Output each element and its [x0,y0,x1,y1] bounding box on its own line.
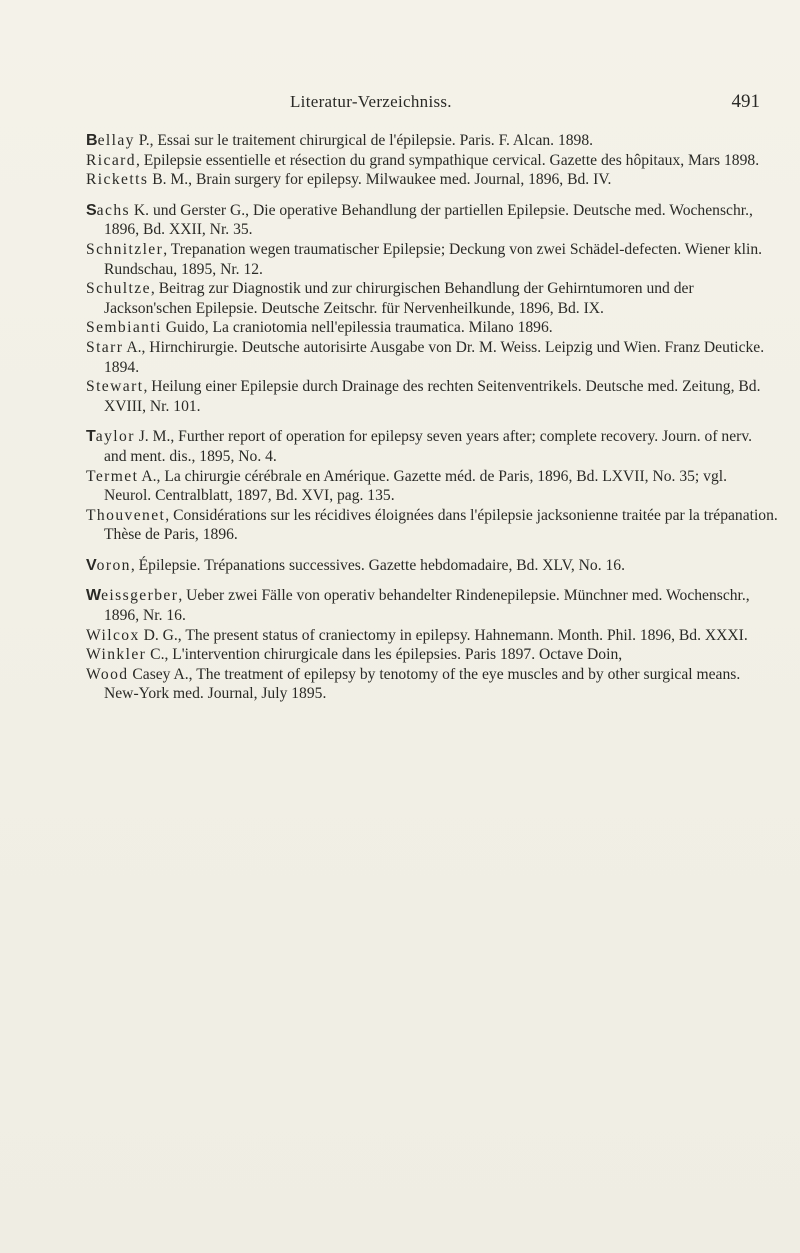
entry-author [86,378,143,395]
entry-text: Guido, La craniotomia nell'epilessia traumatica. Milano 1896. [161,319,553,337]
entry-author [86,339,123,356]
letter-section [86,131,778,190]
entry-author [86,171,148,188]
entry-text: C., L'intervention chirurgicale dans les épilepsies. Paris 1897. Octave Doin, [146,646,623,664]
author-name: Schnitzler [86,240,164,258]
bibliography [86,131,778,704]
entry-text: , Considérations sur les récidives éloignées dans l'épilepsie jacksonienne traitée par la trépanation. Thèse de Paris, 1896. [104,506,778,544]
bibliography-entry [86,279,778,318]
author-name: Schultze [86,280,151,298]
bibliography-entry [86,377,778,416]
bibliography-entry [86,665,778,704]
bibliography-entry [86,467,778,506]
entry-text: B. M., Brain surgery for epilepsy. Milwaukee med. Journal, 1896, Bd. IV. [148,171,612,189]
author-name: aylor [95,428,135,446]
entry-text: P., Essai sur le traitement chirurgical de l'épilepsie. Paris. F. Alcan. 1898. [134,132,594,149]
author-name: Stewart [86,378,144,396]
entry-text: , Heilung einer Epilepsie durch Drainage des rechten Seitenventrikels. Deutsche med. Zeitung, Bd. XVIII, Nr. 101. [104,378,761,415]
entry-text: A., Hirnchirurgie. Deutsche autorisirte Ausgabe von Dr. M. Weiss. Leipzig und Wien. Franz Deuticke. 1894. [104,338,765,376]
bibliography-entry [86,626,778,646]
entry-text: Casey A., The treatment of epilepsy by tenotomy of the eye muscles and by other surgical means. New-York med. Journal, July 1895. [104,665,741,703]
bibliography-entry [86,586,778,625]
bibliography-entry [86,170,778,190]
bibliography-entry [86,427,778,466]
author-name: oron [96,556,131,574]
entry-author [86,627,140,644]
bibliography-entry [86,240,778,279]
section-initial: T [86,428,96,446]
entry-author [86,319,162,336]
author-name: Wilcox [86,626,140,644]
section-initial: V [86,556,97,574]
entry-text: D. G., The present status of craniectomy in epilepsy. Hahnemann. Month. Phil. 1896, Bd. XXXI. [139,626,748,644]
bibliography-entry [86,131,778,151]
entry-text: , Epilepsie essentielle et résection du grand sympathique cervical. Gazette des hôpitaux, Mars 1898. [135,151,760,169]
entry-author [86,557,131,574]
entry-text: , Épilepsie. Trépanations successives. Gazette hebdomadaire, Bd. XLV, No. 16. [130,556,626,574]
bibliography-entry [86,318,778,338]
page-number: 491 [731,91,760,112]
entry-text: , Trepanation wegen traumatischer Epilepsie; Deckung von zwei Schädel-defecten. Wiener klin. Rundschau, 1895, Nr. 12. [104,240,763,278]
author-name: Ricard [86,151,136,169]
entry-author [86,646,146,663]
letter-section [86,586,778,704]
letter-section [86,556,778,576]
author-name: Winkler [86,646,147,664]
bibliography-entry [86,645,778,665]
entry-author [86,587,178,604]
entry-author [86,202,130,219]
section-initial: W [86,587,102,605]
bibliography-entry [86,506,778,545]
letter-section [86,427,778,545]
section-initial: S [86,201,97,219]
bibliography-entry [86,338,778,377]
entry-author [86,428,135,445]
entry-text: , Beitrag zur Diagnostik und zur chirurgischen Behandlung der Gehirntumoren und der Jackson'schen Epilepsie. Deutsche Zeitschr. für Nervenheilkunde, 1896, Bd. IX. [104,280,694,317]
author-name: Starr [86,338,124,356]
entry-text: , Ueber zwei Fälle von operativ behandelter Rindenepilepsie. Münchner med. Wochenschr., 1896, Nr. 16. [104,587,750,625]
letter-section [86,201,778,417]
author-name: Thouvenet [86,506,166,524]
entry-author [86,468,138,485]
entry-author [86,241,163,258]
entry-text: A., La chirurgie cérébrale en Amérique. Gazette méd. de Paris, 1896, Bd. LXVII, No. 35; vgl. Neurol. Centralblatt, 1897, Bd. XVI, pag. 135. [104,467,727,505]
entry-author [86,507,165,524]
bibliography-entry [86,151,778,171]
author-name: Termet [86,467,139,485]
bibliography-entry [86,556,778,576]
author-name: Wood [86,665,129,683]
author-name: achs [96,201,130,219]
author-name: Sembianti [86,319,162,337]
section-initial: B [86,132,98,149]
entry-author [86,666,128,683]
author-name: ellay [97,132,135,149]
entry-text: J. M., Further report of operation for epilepsy seven years after; complete recovery. Journ. of nerv. and ment. dis., 1895, No. 4. [104,428,753,465]
running-title: Literatur-Verzeichniss. [290,92,452,111]
running-header [70,92,760,120]
entry-author [86,152,136,169]
author-name: eissgerber [101,587,179,605]
entry-text: K. und Gerster G., Die operative Behandlung der partiellen Epilepsie. Deutsche med. Wochenschr., 1896, Bd. XXII, Nr. 35. [104,201,753,239]
entry-author [86,280,151,297]
author-name: Ricketts [86,171,149,189]
bibliography-entry [86,201,778,240]
entry-author [86,132,135,149]
